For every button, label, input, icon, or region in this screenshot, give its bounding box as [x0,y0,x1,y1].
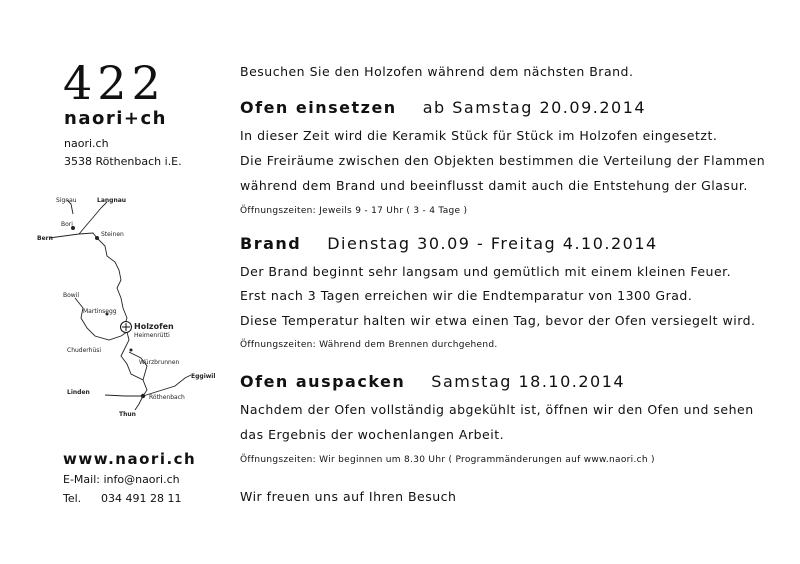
website-link[interactable]: www.naori.ch [63,450,197,468]
dot-chuderhuesi [130,349,133,352]
section-date: Dienstag 30.09 - Freitag 4.10.2014 [327,234,658,253]
section-date: ab Samstag 20.09.2014 [422,98,647,117]
address: 3538 Röthenbach i.E. [64,155,182,168]
label-bern: Bern [37,235,53,242]
label-langnau: Langnau [97,197,127,204]
logo-wordmark: naori+ch [64,108,167,129]
opening-hours: Öffnungszeiten: Jeweils 9 - 17 Uhr ( 3 - 4 Tage ) [240,206,468,216]
label-thun: Thun [119,411,136,418]
phone-label: Tel. [63,492,82,505]
section-date: Samstag 18.10.2014 [431,372,626,391]
logo-number: 422 [63,56,166,110]
label-martinsegg: Martinsegg [83,308,117,315]
label-bori: Bori [61,221,73,228]
label-steinen: Steinen [101,231,124,238]
body-line: Diese Temperatur halten wir etwa einen Tag, bevor der Ofen versiegelt wird. [240,313,756,328]
label-wuerzbrunnen: Würzbrunnen [139,359,180,366]
section-title: Ofen auspacken [240,372,406,391]
road-eggiwil [143,375,191,396]
body-line: Der Brand beginnt sehr langsam und gemütlich mit einem kleinen Feuer. [240,264,732,279]
section-title: Brand [240,234,302,253]
road-bowil [75,298,127,340]
body-line: das Ergebnis der wochenlangen Arbeit. [240,427,505,442]
route-map [35,190,220,425]
label-signau: Signau [56,197,77,204]
body-line: Erst nach 3 Tagen erreichen wir die Endtemparatur von 1300 Grad. [240,288,693,303]
road-wurz [129,352,147,380]
opening-hours: Öffnungszeiten: Während dem Brennen durchgehend. [240,340,498,350]
section-heading [240,234,658,253]
section-heading [240,372,625,391]
phone-number[interactable]: 034 491 28 11 [101,492,182,505]
body-line: Nachdem der Ofen vollständig abgekühlt ist, öffnen wir den Ofen und sehen [240,402,754,417]
label-chuderhuesi: Chuderhüsi [67,347,102,354]
label-linden: Linden [67,389,90,396]
label-bowil: Bowil [63,292,80,299]
body-line: In dieser Zeit wird die Keramik Stück für Stück im Holzofen eingesetzt. [240,128,718,143]
closing-text: Wir freuen uns auf Ihren Besuch [240,489,457,504]
email-link[interactable]: E-Mail: info@naori.ch [63,473,180,486]
road-linden [105,395,143,396]
section-title: Ofen einsetzen [240,98,397,117]
holzofen-marker-icon [121,322,132,333]
dot-steinen [95,236,99,240]
label-heimenruetti: Heimenrütti [134,332,170,339]
dot-roethenbach [141,394,145,398]
site-name: naori.ch [64,137,109,150]
label-holzofen: Holzofen [134,322,174,331]
road-langnau [79,202,107,234]
label-eggiwil: Eggiwil [191,373,216,380]
intro-text: Besuchen Sie den Holzofen während dem nächsten Brand. [240,64,634,79]
body-line: während dem Brand und beeinflusst damit auch die Entstehung der Glasur. [240,178,748,193]
section-heading [240,98,646,117]
body-line: Die Freiräume zwischen den Objekten bestimmen die Verteilung der Flammen [240,153,766,168]
road-thun [135,396,143,410]
opening-hours: Öffnungszeiten: Wir beginnen um 8.30 Uhr ( Programmänderungen auf www.naori.ch ) [240,455,655,465]
road-bern [49,234,79,238]
label-roethenbach: Röthenbach [149,394,185,401]
road-main [79,233,127,332]
